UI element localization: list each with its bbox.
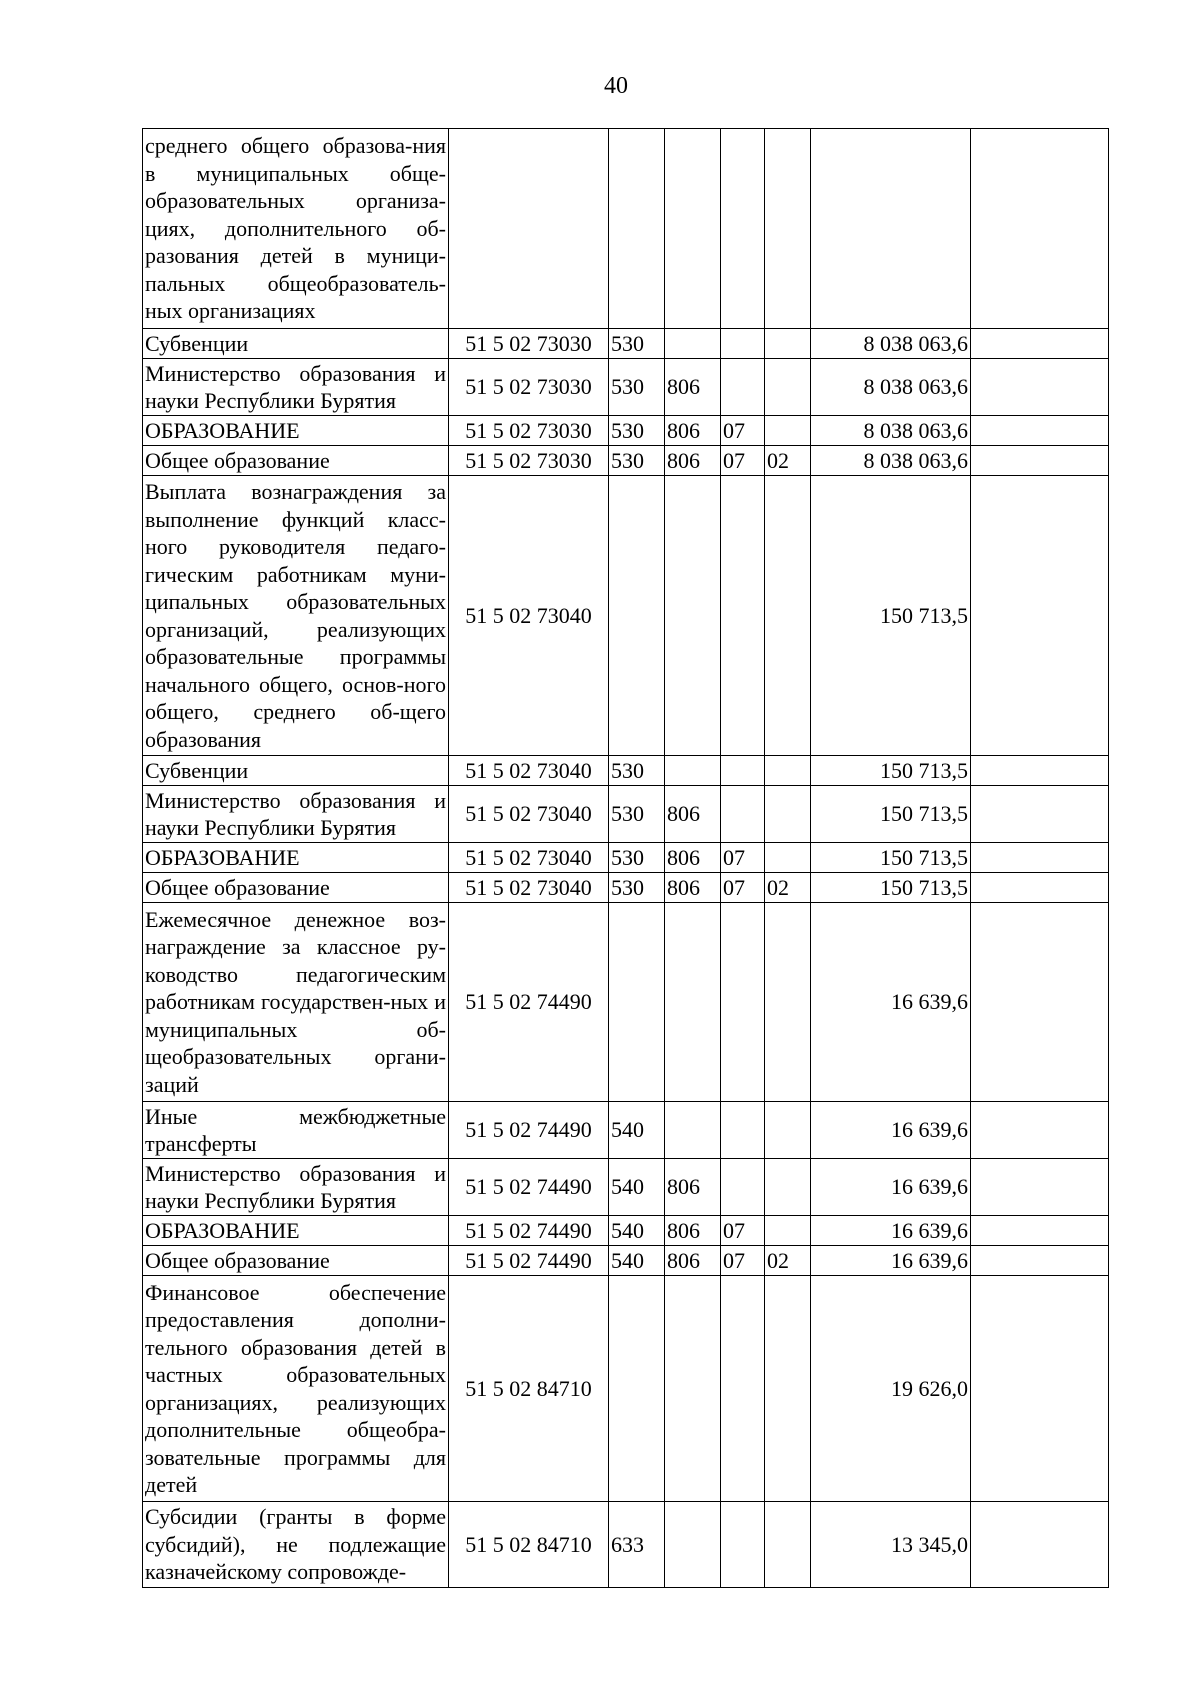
target-code: 51 5 02 84710 xyxy=(449,1502,609,1588)
page-number: 40 xyxy=(604,73,628,99)
section-code: 07 xyxy=(721,446,765,476)
section-code xyxy=(721,1502,765,1588)
amount: 16 639,6 xyxy=(811,1216,971,1246)
extra-column xyxy=(971,476,1109,756)
target-code: 51 5 02 73040 xyxy=(449,843,609,873)
grbs-code: 806 xyxy=(665,1246,721,1276)
budget-table xyxy=(142,128,1109,1588)
row-name: ОБРАЗОВАНИЕ xyxy=(143,416,449,446)
row-name: среднего общего образова-ния в муниципальных обще-образовательных организа-циях, дополнительного об-разования детей в муници-пальных общеобразователь-ных организациях xyxy=(143,129,449,329)
extra-column xyxy=(971,756,1109,786)
expense-type: 633 xyxy=(609,1502,665,1588)
row-name: Общее образование xyxy=(143,873,449,903)
row-name: Субвенции xyxy=(143,756,449,786)
table-row xyxy=(143,903,1109,1102)
target-code xyxy=(449,129,609,329)
table-row xyxy=(143,1502,1109,1588)
row-name: Министерство образования и науки Республики Бурятия xyxy=(143,786,449,843)
extra-column xyxy=(971,1216,1109,1246)
row-name: ОБРАЗОВАНИЕ xyxy=(143,843,449,873)
grbs-code: 806 xyxy=(665,359,721,416)
grbs-code xyxy=(665,1102,721,1159)
table-row xyxy=(143,1159,1109,1216)
target-code: 51 5 02 84710 xyxy=(449,1276,609,1502)
subsection-code xyxy=(765,1502,811,1588)
grbs-code xyxy=(665,476,721,756)
row-name: Субвенции xyxy=(143,329,449,359)
extra-column xyxy=(971,873,1109,903)
target-code: 51 5 02 73040 xyxy=(449,786,609,843)
amount: 8 038 063,6 xyxy=(811,416,971,446)
expense-type xyxy=(609,129,665,329)
extra-column xyxy=(971,129,1109,329)
extra-column xyxy=(971,1246,1109,1276)
subsection-code xyxy=(765,129,811,329)
extra-column xyxy=(971,1502,1109,1588)
subsection-code xyxy=(765,1102,811,1159)
target-code: 51 5 02 74490 xyxy=(449,1246,609,1276)
amount: 16 639,6 xyxy=(811,1246,971,1276)
amount: 8 038 063,6 xyxy=(811,329,971,359)
table-row xyxy=(143,446,1109,476)
extra-column xyxy=(971,1102,1109,1159)
subsection-code xyxy=(765,1159,811,1216)
subsection-code xyxy=(765,1216,811,1246)
row-name: Общее образование xyxy=(143,1246,449,1276)
grbs-code xyxy=(665,329,721,359)
extra-column xyxy=(971,359,1109,416)
grbs-code xyxy=(665,1502,721,1588)
grbs-code xyxy=(665,1276,721,1502)
expense-type xyxy=(609,903,665,1102)
target-code: 51 5 02 73030 xyxy=(449,329,609,359)
expense-type xyxy=(609,1276,665,1502)
expense-type: 530 xyxy=(609,329,665,359)
amount: 8 038 063,6 xyxy=(811,446,971,476)
section-code: 07 xyxy=(721,1216,765,1246)
amount: 16 639,6 xyxy=(811,903,971,1102)
amount xyxy=(811,129,971,329)
section-code: 07 xyxy=(721,843,765,873)
table-row xyxy=(143,1216,1109,1246)
section-code: 07 xyxy=(721,1246,765,1276)
expense-type: 540 xyxy=(609,1216,665,1246)
row-name: Общее образование xyxy=(143,446,449,476)
subsection-code xyxy=(765,359,811,416)
target-code: 51 5 02 73030 xyxy=(449,446,609,476)
subsection-code xyxy=(765,1276,811,1502)
table-row xyxy=(143,756,1109,786)
subsection-code: 02 xyxy=(765,1246,811,1276)
target-code: 51 5 02 74490 xyxy=(449,903,609,1102)
extra-column xyxy=(971,843,1109,873)
extra-column xyxy=(971,416,1109,446)
amount: 13 345,0 xyxy=(811,1502,971,1588)
amount: 8 038 063,6 xyxy=(811,359,971,416)
grbs-code: 806 xyxy=(665,416,721,446)
expense-type: 540 xyxy=(609,1159,665,1216)
row-name: Министерство образования и науки Республики Бурятия xyxy=(143,1159,449,1216)
section-code: 07 xyxy=(721,873,765,903)
section-code xyxy=(721,1159,765,1216)
table-row xyxy=(143,843,1109,873)
target-code: 51 5 02 73030 xyxy=(449,416,609,446)
section-code: 07 xyxy=(721,416,765,446)
grbs-code xyxy=(665,129,721,329)
table-row xyxy=(143,1276,1109,1502)
expense-type xyxy=(609,476,665,756)
grbs-code xyxy=(665,756,721,786)
expense-type: 530 xyxy=(609,756,665,786)
extra-column xyxy=(971,786,1109,843)
expense-type: 540 xyxy=(609,1246,665,1276)
expense-type: 540 xyxy=(609,1102,665,1159)
table-row xyxy=(143,359,1109,416)
expense-type: 530 xyxy=(609,416,665,446)
extra-column xyxy=(971,446,1109,476)
amount: 16 639,6 xyxy=(811,1159,971,1216)
amount: 150 713,5 xyxy=(811,476,971,756)
section-code xyxy=(721,476,765,756)
target-code: 51 5 02 73040 xyxy=(449,476,609,756)
row-name: Иные межбюджетные трансферты xyxy=(143,1102,449,1159)
table-row xyxy=(143,1102,1109,1159)
amount: 150 713,5 xyxy=(811,756,971,786)
section-code xyxy=(721,1102,765,1159)
subsection-code: 02 xyxy=(765,873,811,903)
target-code: 51 5 02 73040 xyxy=(449,756,609,786)
expense-type: 530 xyxy=(609,786,665,843)
section-code xyxy=(721,903,765,1102)
row-name: Финансовое обеспечение предоставления дополни-тельного образования детей в частных образовательных организациях, реализующих дополнительные общеобра-зовательные программы для детей xyxy=(143,1276,449,1502)
grbs-code: 806 xyxy=(665,843,721,873)
section-code xyxy=(721,786,765,843)
extra-column xyxy=(971,903,1109,1102)
table-row xyxy=(143,873,1109,903)
expense-type: 530 xyxy=(609,359,665,416)
grbs-code: 806 xyxy=(665,873,721,903)
table-row xyxy=(143,786,1109,843)
subsection-code xyxy=(765,756,811,786)
grbs-code: 806 xyxy=(665,1216,721,1246)
table-row xyxy=(143,1246,1109,1276)
grbs-code: 806 xyxy=(665,786,721,843)
row-name: Ежемесячное денежное воз-награждение за классное ру-ководство педагогическим работникам государствен-ных и муниципальных об-щеобразовательных органи-заций xyxy=(143,903,449,1102)
subsection-code xyxy=(765,476,811,756)
amount: 150 713,5 xyxy=(811,873,971,903)
target-code: 51 5 02 73030 xyxy=(449,359,609,416)
table-row xyxy=(143,476,1109,756)
amount: 150 713,5 xyxy=(811,843,971,873)
table-row xyxy=(143,416,1109,446)
section-code xyxy=(721,1276,765,1502)
grbs-code xyxy=(665,903,721,1102)
target-code: 51 5 02 74490 xyxy=(449,1159,609,1216)
amount: 16 639,6 xyxy=(811,1102,971,1159)
table-row xyxy=(143,329,1109,359)
subsection-code xyxy=(765,903,811,1102)
section-code xyxy=(721,129,765,329)
target-code: 51 5 02 73040 xyxy=(449,873,609,903)
subsection-code xyxy=(765,843,811,873)
section-code xyxy=(721,329,765,359)
row-name: Министерство образования и науки Республики Бурятия xyxy=(143,359,449,416)
subsection-code: 02 xyxy=(765,446,811,476)
expense-type: 530 xyxy=(609,843,665,873)
expense-type: 530 xyxy=(609,873,665,903)
extra-column xyxy=(971,329,1109,359)
row-name: Субсидии (гранты в форме субсидий), не подлежащие казначейскому сопровожде- xyxy=(143,1502,449,1588)
section-code xyxy=(721,756,765,786)
extra-column xyxy=(971,1159,1109,1216)
extra-column xyxy=(971,1276,1109,1502)
section-code xyxy=(721,359,765,416)
expense-type: 530 xyxy=(609,446,665,476)
row-name: ОБРАЗОВАНИЕ xyxy=(143,1216,449,1246)
target-code: 51 5 02 74490 xyxy=(449,1216,609,1246)
amount: 19 626,0 xyxy=(811,1276,971,1502)
subsection-code xyxy=(765,329,811,359)
row-name: Выплата вознаграждения за выполнение функций класс-ного руководителя педаго-гическим работникам муни-ципальных образовательных организаций, реализующих образовательные программы начального общего, основ-ного общего, среднего об-щего образования xyxy=(143,476,449,756)
table-row xyxy=(143,129,1109,329)
target-code: 51 5 02 74490 xyxy=(449,1102,609,1159)
subsection-code xyxy=(765,416,811,446)
grbs-code: 806 xyxy=(665,1159,721,1216)
subsection-code xyxy=(765,786,811,843)
grbs-code: 806 xyxy=(665,446,721,476)
amount: 150 713,5 xyxy=(811,786,971,843)
